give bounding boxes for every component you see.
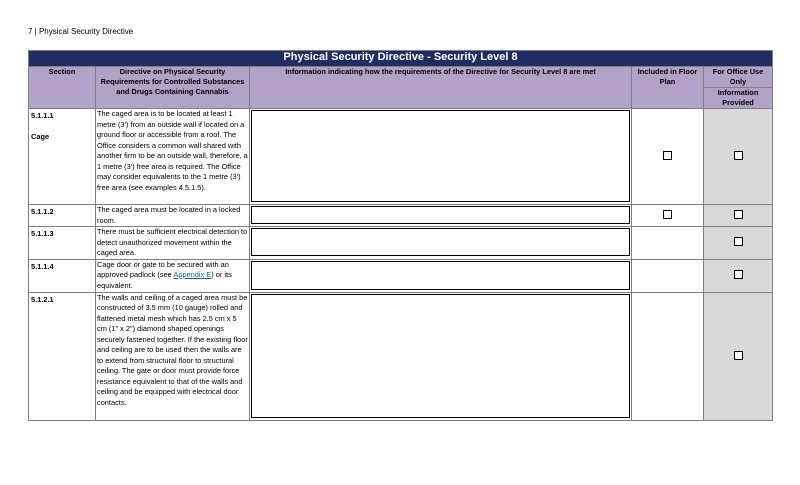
table-row xyxy=(29,227,773,260)
info-provided-cell xyxy=(704,109,773,205)
information-input[interactable] xyxy=(251,110,630,202)
info-provided-checkbox[interactable] xyxy=(734,270,743,279)
header-office-use: For Office Use Only xyxy=(704,67,773,88)
floor-plan-checkbox[interactable] xyxy=(663,210,672,219)
directive-text-pre: Cage door or gate to be secured with an approved padlock (see xyxy=(97,259,229,279)
floor-plan-cell xyxy=(632,227,704,260)
info-provided-cell xyxy=(704,205,773,227)
information-input[interactable] xyxy=(251,261,630,290)
section-number: 5.1.1.3 xyxy=(29,227,96,260)
information-cell xyxy=(250,109,632,205)
info-provided-checkbox[interactable] xyxy=(734,210,743,219)
table-row xyxy=(29,109,773,205)
info-provided-checkbox[interactable] xyxy=(734,351,743,360)
header-info-provided: Information Provided xyxy=(704,88,773,109)
information-cell xyxy=(250,292,632,420)
info-provided-cell xyxy=(704,259,773,292)
floor-plan-cell xyxy=(632,259,704,292)
information-input[interactable] xyxy=(251,228,630,256)
table-title: Physical Security Directive - Security Level 8 xyxy=(29,51,773,67)
table-row xyxy=(29,292,773,420)
directive-text-post: ) or its equivalent. xyxy=(97,270,232,290)
information-input[interactable] xyxy=(251,294,630,418)
security-directive-table xyxy=(28,50,773,421)
header-directive: Directive on Physical Security Requirements for Controlled Substances and Drugs Containing Cannabis xyxy=(96,67,250,109)
header-floor-plan: Included in Floor Plan xyxy=(632,67,704,109)
directive-text: The caged area must be located in a locked room. xyxy=(96,205,250,227)
appendix-e-link[interactable]: Appendix E xyxy=(173,270,212,279)
directive-text: The walls and ceiling of a caged area must be constructed of 3.5 mm (10 gauge) rolled and flattened metal mesh which has 2.5 cm x 5 cm (1" x 2") diamond shaped openings securely fastened together. If the existing floor and ceiling are to be used then the walls are to extend from structural floor to structural ceiling. The gate or door must provide force resistance equivalent to that of the walls and ceiling and be equipped with electrical door contacts. xyxy=(96,292,250,420)
information-input[interactable] xyxy=(251,206,630,224)
page-header: 7 | Physical Security Directive xyxy=(28,27,134,36)
info-provided-cell xyxy=(704,227,773,260)
directive-text: The caged area is to be located at least 1 metre (3') from an outside wall if located on a ground floor or accessible from a roof. The Office considers a common wall shared with another firm to be an outside wall, therefore, a 1 metre (3') free area is required. The Office may consider equivalents to the 1 metre (3') free area (see examples 4.5.1.5). xyxy=(96,109,250,205)
floor-plan-cell xyxy=(632,292,704,420)
information-cell xyxy=(250,205,632,227)
section-number: 5.1.1.4 xyxy=(29,259,96,292)
floor-plan-cell xyxy=(632,205,704,227)
section-number xyxy=(29,109,96,205)
section-subsection: Cage xyxy=(31,131,50,141)
information-cell xyxy=(250,227,632,260)
information-cell xyxy=(250,259,632,292)
table-row xyxy=(29,205,773,227)
header-information: Information indicating how the requirements of the Directive for Security Level 8 are met xyxy=(250,67,632,109)
directive-text: There must be sufficient electrical detection to detect unauthorized movement within the caged area. xyxy=(96,227,250,260)
section-number: 5.1.2.1 xyxy=(29,292,96,420)
info-provided-checkbox[interactable] xyxy=(734,237,743,246)
table-row xyxy=(29,259,773,292)
section-number: 5.1.1.2 xyxy=(29,205,96,227)
directive-text xyxy=(96,259,250,292)
floor-plan-checkbox[interactable] xyxy=(663,151,672,160)
info-provided-checkbox[interactable] xyxy=(734,151,743,160)
info-provided-cell xyxy=(704,292,773,420)
floor-plan-cell xyxy=(632,109,704,205)
section-id: 5.1.1.1 xyxy=(31,111,54,120)
header-section: Section xyxy=(29,67,96,109)
